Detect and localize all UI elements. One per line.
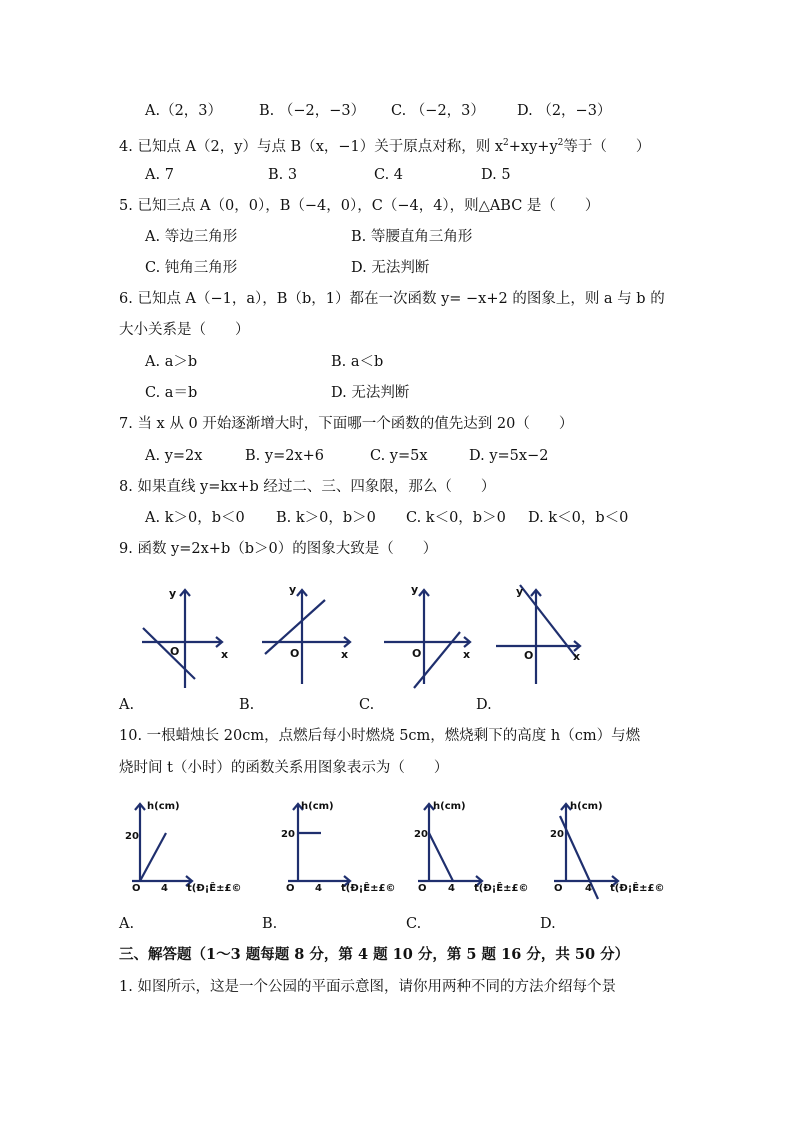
q4-stem-end: 等于（ ） — [563, 138, 651, 155]
q9-graph-d — [492, 580, 592, 690]
q7-option-a: A. y=2x — [145, 448, 203, 464]
q5-option-a: A. 等边三角形 — [145, 229, 238, 245]
q4-option-d: D. 5 — [481, 167, 511, 183]
q8-option-a: A. k＞0，b＜0 — [145, 510, 245, 526]
q8-option-c: C. k＜0，b＞0 — [406, 510, 506, 526]
origin-label: O — [554, 883, 563, 894]
origin-label: O — [412, 647, 422, 660]
q4-option-b: B. 3 — [268, 167, 298, 183]
x-label: x — [463, 648, 471, 661]
q6-stem-line2: 大小关系是（ ） — [119, 322, 250, 338]
origin-label: O — [132, 883, 141, 894]
tick-4-label: 4 — [161, 883, 168, 894]
q4-option-c: C. 4 — [374, 167, 404, 183]
q8-options — [145, 508, 628, 528]
q10-choice-c-label: C. — [406, 916, 422, 932]
q5-stem: 5. 已知三点 A（0，0），B（−4，0），C（−4，4），则△ABC 是（ ） — [119, 198, 600, 214]
function-line — [429, 833, 453, 881]
q9-graph-a — [140, 580, 240, 690]
section3-q1: 1. 如图所示，这是一个公园的平面示意图，请你用两种不同的方法介绍每个景 — [119, 979, 616, 995]
q5-option-d: D. 无法判断 — [351, 260, 430, 276]
x-label: x — [341, 648, 349, 661]
q7-option-d: D. y=5x−2 — [469, 448, 549, 464]
q6-option-c: C. a＝b — [145, 385, 198, 401]
h-label: h(cm) — [147, 801, 180, 812]
q3-options — [145, 101, 611, 121]
q7-options — [145, 446, 548, 466]
q10-stem-line2: 烧时间 t（小时）的函数关系用图象表示为（ ） — [119, 760, 449, 776]
q3-option-c: C. （−2，3） — [391, 103, 485, 119]
x-label: x — [573, 650, 581, 663]
function-line — [140, 833, 166, 881]
q4-options — [145, 165, 511, 185]
t-label: t(Ð¡Ê±£© — [610, 883, 665, 894]
tick-20-label: 20 — [125, 831, 139, 842]
q7-stem: 7. 当 x 从 0 开始逐渐增大时，下面哪一个函数的值先达到 20（ ） — [119, 416, 574, 432]
q9-choice-d-label: D. — [476, 697, 492, 713]
t-label: t(Ð¡Ê±£© — [474, 883, 529, 894]
tick-4-label: 4 — [585, 883, 592, 894]
q4-stem-middle: +xy+y — [508, 138, 558, 155]
q6-options-row1 — [145, 352, 383, 372]
q4-superscript-1: 2 — [503, 138, 509, 148]
q5-options-row1 — [145, 227, 472, 247]
section3-heading: 三、解答题（1～3 题每题 8 分，第 4 题 10 分，第 5 题 16 分，共 50 分） — [119, 946, 630, 963]
h-label: h(cm) — [433, 801, 466, 812]
q7-option-b: B. y=2x+6 — [245, 448, 324, 464]
function-line — [265, 600, 325, 654]
y-label: y — [169, 587, 177, 600]
function-line — [414, 632, 460, 688]
q5-option-b: B. 等腰直角三角形 — [351, 229, 473, 245]
origin-label: O — [290, 647, 300, 660]
q6-option-b: B. a＜b — [331, 354, 384, 370]
x-label: x — [221, 648, 229, 661]
h-label: h(cm) — [570, 801, 603, 812]
tick-4-label: 4 — [448, 883, 455, 894]
q3-option-d: D. （2，−3） — [517, 103, 612, 119]
tick-20-label: 20 — [414, 829, 428, 840]
h-label: h(cm) — [301, 801, 334, 812]
q6-options-row2 — [145, 383, 409, 403]
q10-choice-a-label: A. — [119, 916, 135, 932]
q9-stem: 9. 函数 y=2x+b（b＞0）的图象大致是（ ） — [119, 541, 438, 557]
q10-graph-d — [538, 796, 668, 906]
q8-stem: 8. 如果直线 y=kx+b 经过二、三、四象限，那么（ ） — [119, 479, 496, 495]
origin-label: O — [286, 883, 295, 894]
t-label: t(Ð¡Ê±£© — [187, 883, 242, 894]
origin-label: O — [524, 649, 534, 662]
q10-choice-d-label: D. — [540, 916, 556, 932]
q7-option-c: C. y=5x — [370, 448, 428, 464]
q8-option-d: D. k＜0，b＜0 — [528, 510, 629, 526]
y-label: y — [289, 583, 297, 596]
q4-option-a: A. 7 — [145, 167, 174, 183]
tick-20-label: 20 — [550, 829, 564, 840]
y-label: y — [411, 583, 419, 596]
q4-superscript-2: 2 — [557, 138, 564, 148]
y-label: y — [516, 585, 524, 598]
q10-graph-c — [402, 796, 532, 906]
q6-option-d: D. 无法判断 — [331, 385, 410, 401]
q9-choice-c-label: C. — [359, 697, 375, 713]
q10-stem-line1: 10. 一根蜡烛长 20cm，点燃后每小时燃烧 5cm，燃烧剩下的高度 h（cm）与燃 — [119, 728, 641, 744]
q9-choice-a-label: A. — [119, 697, 135, 713]
q3-option-a: A.（2，3） — [145, 103, 223, 119]
origin-label: O — [418, 883, 427, 894]
q10-choice-b-label: B. — [262, 916, 278, 932]
q5-options-row2 — [145, 258, 429, 278]
tick-20-label: 20 — [281, 829, 295, 840]
q9-choice-b-label: B. — [239, 697, 255, 713]
q6-stem-line1: 6. 已知点 A（−1，a），B（b，1）都在一次函数 y= −x+2 的图象上，则 a 与 b 的 — [119, 291, 665, 307]
q9-graph-b — [258, 580, 358, 690]
function-line — [143, 628, 195, 679]
q3-option-b: B. （−2，−3） — [259, 103, 366, 119]
q10-graph-b — [266, 796, 396, 906]
tick-4-label: 4 — [315, 883, 322, 894]
q4-stem-text: 4. 已知点 A（2，y）与点 B（x，−1）关于原点对称，则 x — [119, 138, 504, 155]
q10-graph-a — [120, 796, 250, 906]
q8-option-b: B. k＞0，b＞0 — [276, 510, 376, 526]
q9-graph-c — [380, 580, 480, 690]
t-label: t(Ð¡Ê±£© — [341, 883, 396, 894]
q5-option-c: C. 钝角三角形 — [145, 260, 238, 276]
q4-stem — [119, 133, 650, 157]
origin-label: O — [170, 645, 180, 658]
q6-option-a: A. a＞b — [145, 354, 198, 370]
